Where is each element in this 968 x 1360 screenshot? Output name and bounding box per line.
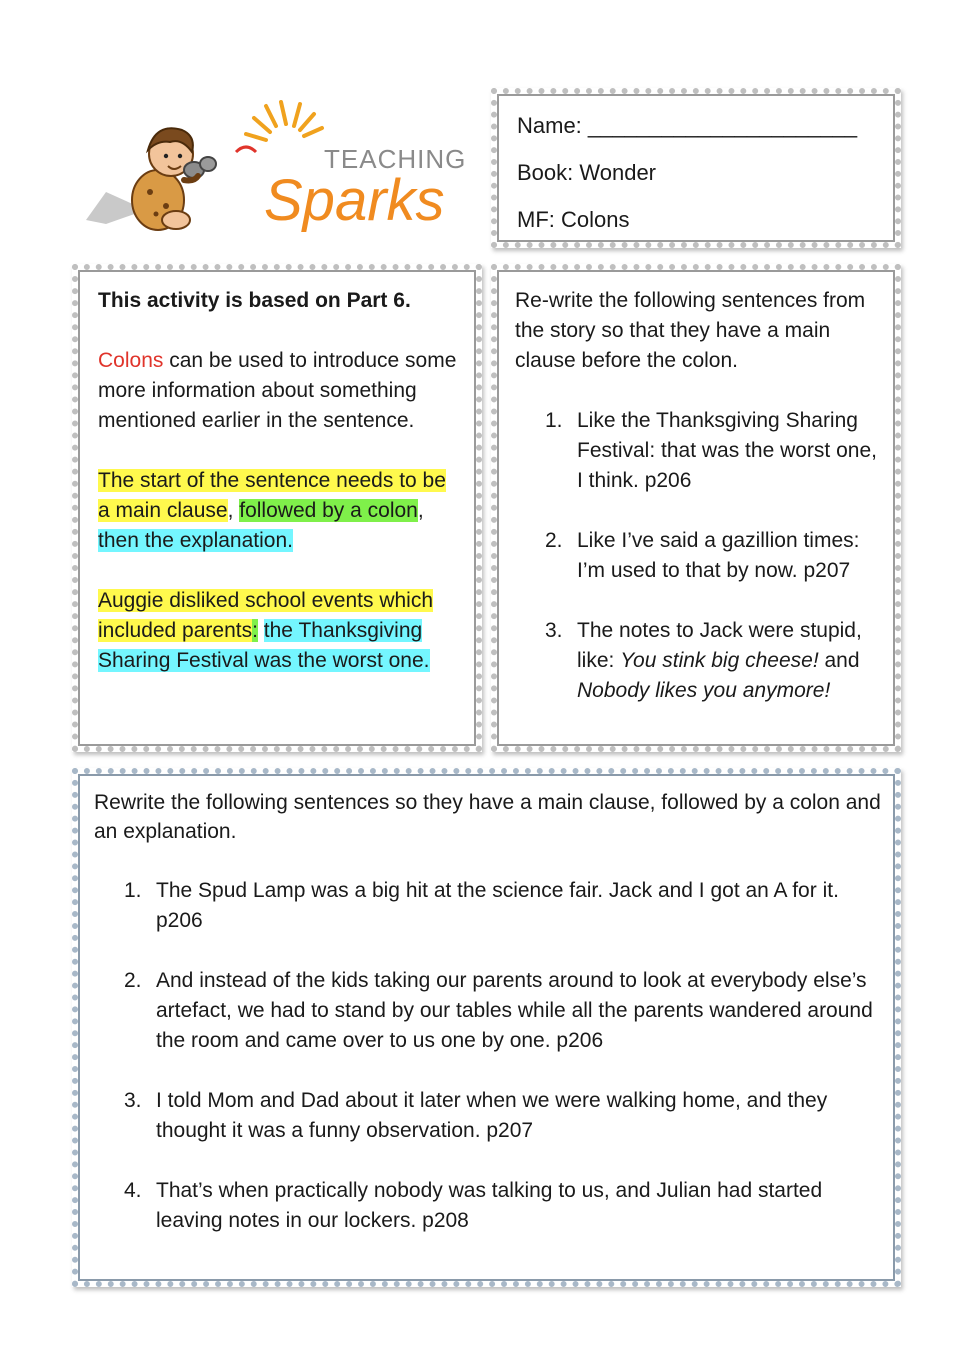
teaching-sparks-logo [86, 92, 466, 242]
explanation-task-box [72, 768, 901, 1287]
list-item: 4. That’s when practically nobody was talking to us, and Julian had started leaving notes in our lockers. p208 [124, 1179, 823, 1232]
task1-instruction: Re-write the following sentences from the story so that they have a main clause before the colon. [515, 289, 866, 372]
colon-definition: Colons can be used to introduce some more information about something mentioned earlier in the sentence. [98, 349, 457, 432]
list-item: 3. The notes to Jack were stupid, like: You stink big cheese! and Nobody likes you anymore! [545, 619, 862, 702]
colons-term: Colons [98, 349, 164, 372]
activity-intro: This activity is based on Part 6. [98, 289, 411, 312]
list-item: 3. I told Mom and Dad about it later when we were walking home, and they thought it was a funny observation. p207 [124, 1089, 828, 1142]
name-field[interactable]: ______________________ [587, 113, 858, 138]
colon-example: Auggie disliked school events which included parents: the Thanksgiving Sharing Festival was the worst one. [98, 589, 434, 672]
caveman-mascot-icon [86, 92, 466, 242]
task1-list [515, 406, 887, 706]
colon-rule: The start of the sentence needs to be a main clause, followed by a colon, then the explanation. [98, 469, 446, 552]
list-item: 1. The Spud Lamp was a big hit at the science fair. Jack and I got an A for it. p206 [124, 879, 839, 932]
list-item: 2. And instead of the kids taking our parents around to look at everybody else’s artefact, we had to stand by our tables while all the parents wandered around the room and came over to us one by one. p206 [124, 969, 873, 1052]
book-title: Book: Wonder [517, 160, 657, 185]
name-label: Name: [517, 113, 588, 138]
student-info-box [491, 88, 901, 248]
colon-info-box [72, 264, 482, 752]
rewrite-task-box [491, 264, 901, 752]
task2-instruction: Rewrite the following sentences so they have a main clause, followed by a colon and an explanation. [94, 791, 881, 843]
list-item: 2. Like I’ve said a gazillion times: I’m used to that by now. p207 [545, 529, 860, 582]
svg-text:TEACHING: TEACHING [324, 144, 466, 174]
focus-label: MF: Colons [517, 207, 630, 232]
task2-list [94, 876, 884, 1236]
list-item: 1. Like the Thanksgiving Sharing Festival: that was the worst one, I think. p206 [545, 409, 877, 492]
svg-text:Sparks: Sparks [264, 168, 445, 233]
